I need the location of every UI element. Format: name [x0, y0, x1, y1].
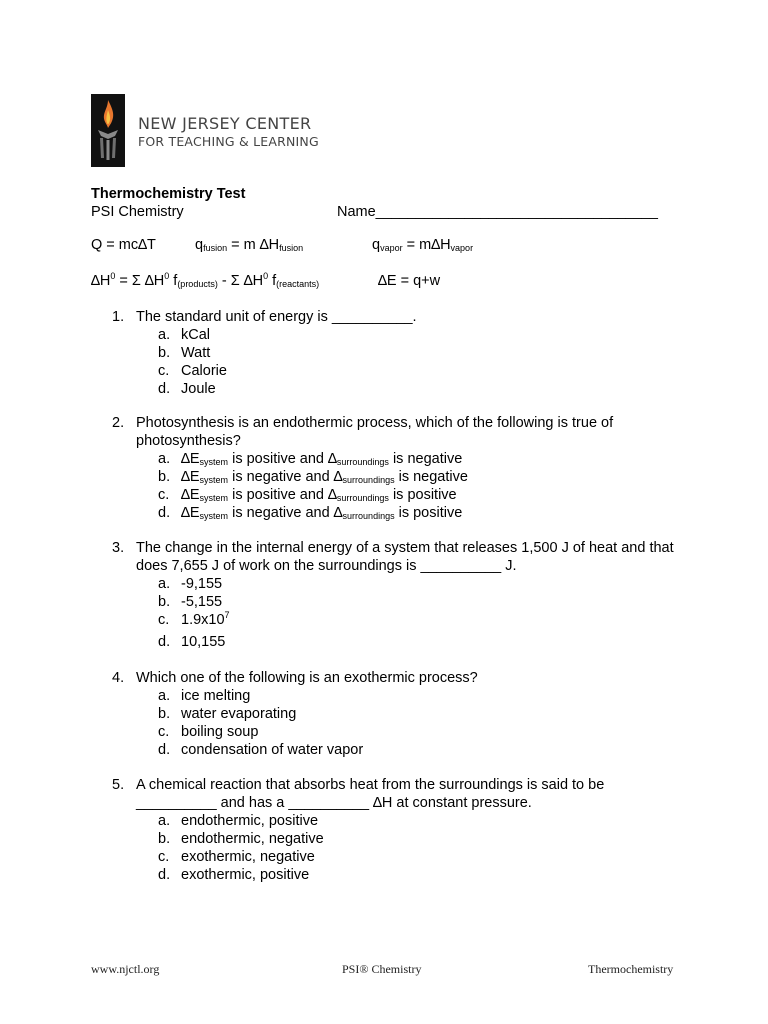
answer-option[interactable] [0, 468, 700, 486]
option-letter: a. [158, 813, 171, 829]
option-text: endothermic, negative [181, 831, 324, 847]
option-letter: b. [158, 831, 171, 847]
formula-heat: Q = mc∆T [91, 237, 156, 253]
formula-vapor: $q_{vapor} = m\Delta H_{vapor}$ [372, 237, 474, 253]
option-text: condensation of water vapor [181, 742, 364, 758]
question-text: A chemical reaction that absorbs heat from the surroundings is said to be __________ and has a __________ ∆H at constant pressure. [136, 777, 605, 811]
question-number: 4. [112, 670, 125, 686]
option-letter: a. [158, 688, 171, 704]
option-letter: b. [158, 706, 171, 722]
formula-internal-energy: ∆E = q+w [378, 273, 441, 289]
torch-logo-icon [91, 94, 125, 167]
answer-option[interactable] [0, 326, 700, 344]
answer-option[interactable] [0, 723, 700, 741]
answer-option[interactable] [0, 741, 700, 759]
option-text: Joule [181, 381, 216, 397]
test-title: Thermochemistry Test [91, 186, 246, 202]
option-text: $\Delta E_{system}$ is negative and $\Delta_{surroundings}$ is negative [181, 469, 468, 485]
course-name: PSI Chemistry [91, 204, 184, 220]
option-text: $\Delta E_{system}$ is negative and $\Delta_{surroundings}$ is positive [181, 505, 463, 521]
question-text: The change in the internal energy of a system that releases 1,500 J of heat and that does 7,655 J of work on the surroundings is __________ J. [136, 540, 674, 574]
njctl-logo [91, 94, 331, 168]
question-number: 1. [112, 309, 125, 325]
answer-option[interactable] [0, 450, 700, 468]
answer-option[interactable] [0, 575, 700, 593]
footer-website: www.njctl.org [91, 962, 160, 976]
option-text: Calorie [181, 363, 227, 379]
option-text: exothermic, negative [181, 849, 315, 865]
answer-option[interactable] [0, 687, 700, 705]
option-letter: a. [158, 576, 171, 592]
answer-option[interactable] [0, 705, 700, 723]
formula-enthalpy: $\Delta H^0 = \Sigma$ $\Delta H^0$ $f_{(products)}$ - Σ $\Delta H^0$ $f_{(reactants)}$ [91, 271, 320, 289]
answer-option[interactable] [0, 593, 700, 611]
answer-option[interactable] [0, 504, 700, 522]
option-text: $\Delta E_{system}$ is positive and $\Delta_{surroundings}$ is positive [181, 487, 457, 503]
answer-option[interactable] [0, 486, 700, 504]
option-letter: b. [158, 594, 171, 610]
option-text: boiling soup [181, 724, 259, 740]
option-text: $1.9x10^7$ [181, 610, 230, 628]
question-text: The standard unit of energy is __________. [136, 309, 417, 325]
answer-option[interactable] [0, 830, 700, 848]
answer-option[interactable] [0, 611, 700, 629]
option-text: water evaporating [181, 706, 297, 722]
option-text: kCal [181, 327, 211, 343]
footer-topic: Thermochemistry [588, 962, 674, 976]
option-text: exothermic, positive [181, 867, 310, 883]
answer-option[interactable] [0, 866, 700, 884]
footer-course: PSI® Chemistry [342, 962, 422, 976]
question-text: Photosynthesis is an endothermic process, which of the following is true of photosynthesis? [136, 415, 614, 449]
answer-option[interactable] [0, 362, 700, 380]
formula-fusion: $q_{fusion} = m$ $\Delta H_{fusion}$ [195, 237, 304, 253]
answer-option[interactable] [0, 633, 700, 651]
option-letter: c. [158, 363, 170, 379]
option-text: 10,155 [181, 634, 226, 650]
option-letter: d. [158, 505, 171, 521]
option-text: $\Delta E_{system}$ is positive and $\Delta_{surroundings}$ is negative [181, 451, 463, 467]
option-text: ice melting [181, 688, 251, 704]
option-letter: d. [158, 634, 171, 650]
option-letter: d. [158, 381, 171, 397]
option-letter: d. [158, 742, 171, 758]
question-number: 5. [112, 777, 125, 793]
answer-option[interactable] [0, 848, 700, 866]
question-text: Which one of the following is an exothermic process? [136, 670, 478, 686]
question-number: 3. [112, 540, 125, 556]
option-text: -5,155 [181, 594, 223, 610]
option-letter: b. [158, 469, 171, 485]
option-text: endothermic, positive [181, 813, 319, 829]
question-number: 2. [112, 415, 125, 431]
option-letter: c. [158, 849, 170, 865]
option-text: -9,155 [181, 576, 223, 592]
option-letter: b. [158, 345, 171, 361]
option-letter: d. [158, 867, 171, 883]
option-text: Watt [181, 345, 211, 361]
answer-option[interactable] [0, 344, 700, 362]
option-letter: a. [158, 327, 171, 343]
answer-option[interactable] [0, 380, 700, 398]
option-letter: a. [158, 451, 171, 467]
option-letter: c. [158, 612, 170, 628]
answer-option[interactable] [0, 812, 700, 830]
org-name-line1: NEW JERSEY CENTER [138, 114, 312, 133]
student-name-field[interactable]: Name___________________________________ [337, 204, 658, 220]
org-name-line2: FOR TEACHING & LEARNING [138, 134, 319, 149]
option-letter: c. [158, 724, 170, 740]
option-letter: c. [158, 487, 170, 503]
